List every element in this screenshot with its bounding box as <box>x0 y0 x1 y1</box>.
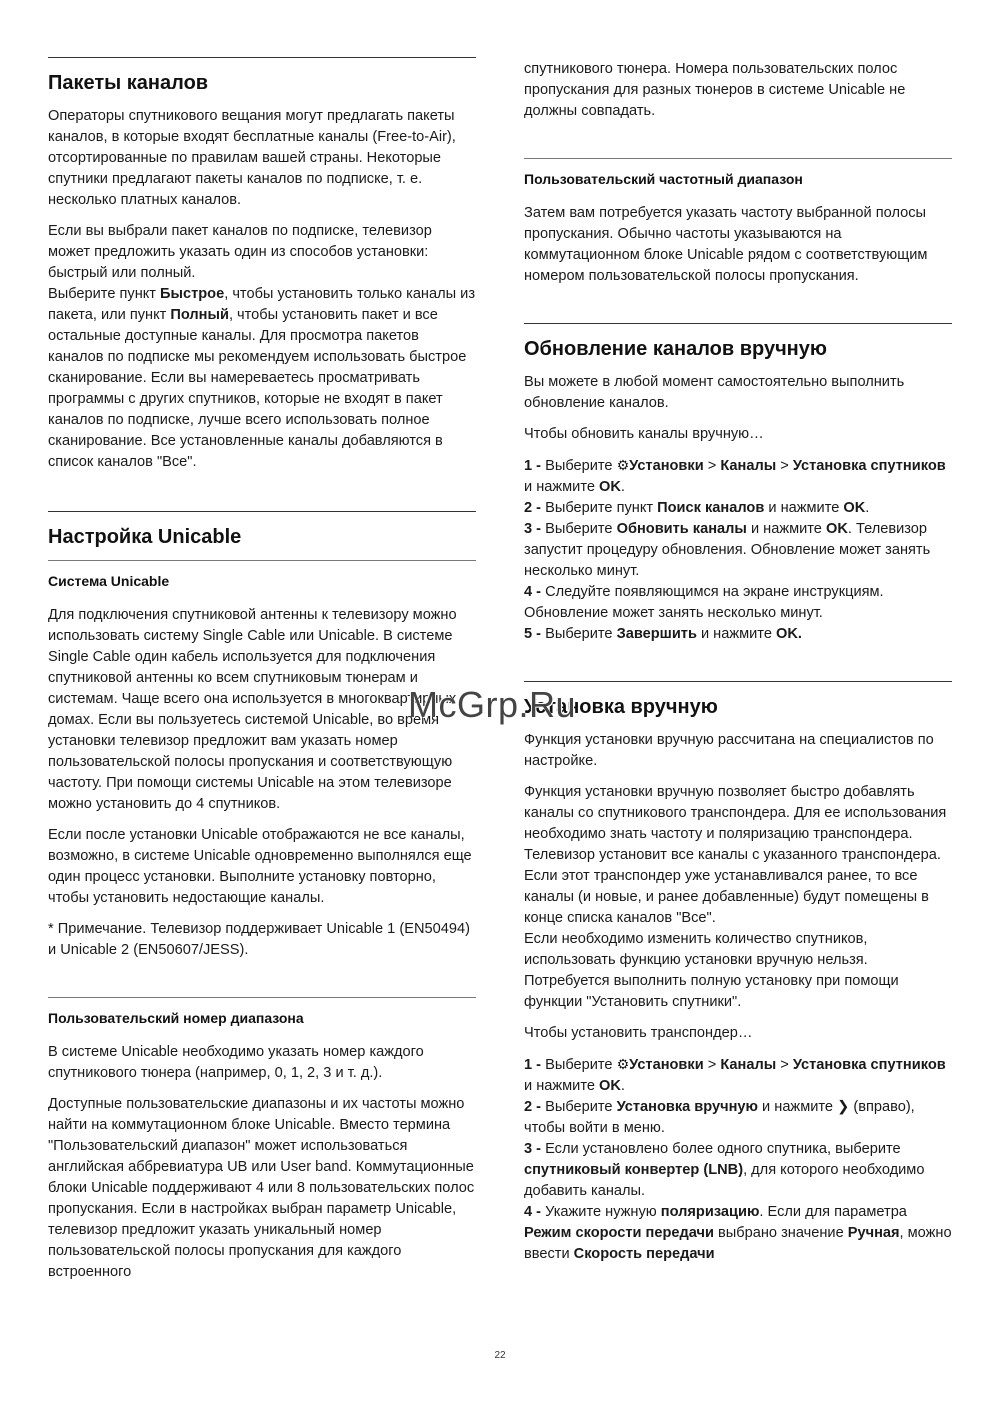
subsection-title: Пользовательский частотный диапазон <box>524 171 803 187</box>
step-item: 2 - Выберите Установка вручную и нажмите ❯ (вправо), чтобы войти в меню. <box>524 1099 915 1136</box>
gear-icon: ⚙ <box>616 1056 630 1072</box>
note: * Примечание. Телевизор поддерживает Unicable 1 (EN50494) и Unicable 2 (EN50607/JESS). <box>48 921 470 958</box>
gear-icon: ⚙ <box>616 457 630 473</box>
paragraph: Чтобы установить транспондер… <box>524 1025 753 1041</box>
step-item: 1 - Выберите ⚙Установки > Каналы > Установка спутников и нажмите OK. <box>524 1056 946 1094</box>
watermark: McGrp.Ru <box>408 684 577 725</box>
page-number: 22 <box>494 1350 506 1361</box>
step-item: 1 - Выберите ⚙Установки > Каналы > Установка спутников и нажмите OK. <box>524 457 946 495</box>
section-divider <box>48 57 476 58</box>
step-item: 4 - Следуйте появляющимся на экране инструкциям. Обновление может занять несколько минут. <box>524 584 884 621</box>
section-title-manual-update: Обновление каналов вручную <box>524 338 827 360</box>
subsection-divider <box>48 997 476 998</box>
step-item: 5 - Выберите Завершить и нажмите OK. <box>524 626 802 642</box>
left-column <box>48 0 476 1283</box>
chevron-right-icon: ❯ <box>837 1099 850 1115</box>
paragraph: Если вы выбрали пакет каналов по подписке, телевизор может предложить указать один из способов установки: быстрый или полный. <box>48 223 432 281</box>
paragraph: Для подключения спутниковой антенны к телевизору можно использовать систему Single Cable или Unicable. В системе Single Cable один кабель используется для подключения спутниковой антенны ко всем спутниковым тюнерам и системам. Чаще всего она используется в многоквартирных домах. Если вы пользуетесь системой Unicable, во время установки телевизор предложит вам указать номер пользовательской полосы пропускания и соответствующую частоту. При помощи системы Unicable на этом телевизоре можно установить до 4 спутников. <box>48 607 457 812</box>
subsection-title: Система Unicable <box>48 573 170 589</box>
section-divider <box>48 511 476 512</box>
paragraph: Операторы спутникового вещания могут предлагать пакеты каналов, в которые входят бесплатные каналы (Free-to-Air), отсортированные по правилам вашей страны. Некоторые спутники предлагают пакеты каналов по подписке, т. е. несколько платных каналов. <box>48 108 456 208</box>
steps-list <box>524 455 952 645</box>
paragraph: Затем вам потребуется указать частоту выбранной полосы пропускания. Обычно частоты указываются на коммутационном блоке Unicable рядом с соответствующим номером пользовательской полосы пропускания. <box>524 205 928 284</box>
paragraph: Если после установки Unicable отображаются не все каналы, возможно, в системе Unicable одновременно выполнялся еще один процесс установки. Выполните установку повторно, чтобы установить недостающие каналы. <box>48 827 472 906</box>
subsection-title: Пользовательский номер диапазона <box>48 1010 304 1026</box>
step-item: 3 - Выберите Обновить каналы и нажмите OK. Телевизор запустит процедуру обновления. Обновление может занять несколько минут. <box>524 521 931 579</box>
paragraph: спутникового тюнера. Номера пользовательских полос пропускания для разных тюнеров в системе Unicable не должны совпадать. <box>524 61 906 119</box>
step-item: 2 - Выберите пункт Поиск каналов и нажмите OK. <box>524 500 870 516</box>
paragraph: Если необходимо изменить количество спутников, использовать функцию установки вручную нельзя. Потребуется выполнить полную установку при помощи функции "Установить спутники". <box>524 931 899 1010</box>
paragraph: В системе Unicable необходимо указать номер каждого спутникового тюнера (например, 0, 1, 2, 3 и т. д.). <box>48 1044 424 1081</box>
right-column <box>524 0 952 1265</box>
paragraph: Чтобы обновить каналы вручную… <box>524 426 764 442</box>
subsection-divider <box>524 158 952 159</box>
paragraph: Функция установки вручную рассчитана на специалистов по настройке. <box>524 732 934 769</box>
paragraph: Вы можете в любой момент самостоятельно выполнить обновление каналов. <box>524 374 905 411</box>
subsection-divider <box>48 560 476 561</box>
section-title-unicable: Настройка Unicable <box>48 526 242 548</box>
paragraph: Доступные пользовательские диапазоны и их частоты можно найти на коммутационном блоке Unicable. Вместо термина "Пользовательский диапазон" может использоваться английская аббревиатура UB или User band. Коммутационные блоки Unicable поддерживают 4 или 8 пользовательских полос пропускания. Если в настройках выбран параметр Unicable, телевизор предложит указать уникальный номер пользовательской полосы пропускания для каждого встроенного <box>48 1096 475 1280</box>
step-item: 4 - Укажите нужную поляризацию. Если для параметра Режим скорости передачи выбрано значение Ручная, можно ввести Скорость передачи <box>524 1204 952 1262</box>
steps-list <box>524 1054 952 1265</box>
section-divider <box>524 681 952 682</box>
section-divider <box>524 323 952 324</box>
step-item: 3 - Если установлено более одного спутника, выберите спутниковый конвертер (LNB), для которого необходимо добавить каналы. <box>524 1141 925 1199</box>
paragraph: Выберите пункт Быстрое, чтобы установить только каналы из пакета, или пункт Полный, чтобы установить пакет и все остальные доступные каналы. Для просмотра пакетов каналов по подписке мы рекомендуем использовать быстрое сканирование. Если вы намереваетесь просматривать программы с других спутников, которые не входят в пакет каналов по подписке, лучше всего использовать полное сканирование. Все установленные каналы добавляются в список каналов "Все". <box>48 286 476 470</box>
paragraph: Функция установки вручную позволяет быстро добавлять каналы со спутникового транспондера. Для ее использования необходимо знать частоту и поляризацию транспондера. Телевизор установит все каналы с указанного транспондера. Если этот транспондер уже устанавливался ранее, то все каналы (и новые, и ранее добавленные) будут помещены в конце списка каналов "Все". <box>524 784 947 926</box>
section-title-manual-install: Установка вручную <box>524 696 718 718</box>
section-title-channel-packages: Пакеты каналов <box>48 72 209 94</box>
